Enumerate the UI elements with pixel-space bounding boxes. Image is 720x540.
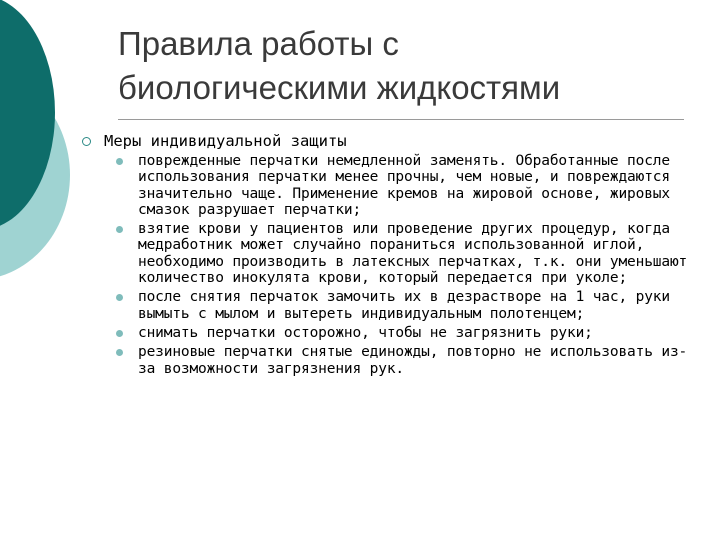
bullet-heading — [80, 132, 710, 150]
list-item-text: снимать перчатки осторожно, чтобы не загрязнить руки; — [138, 324, 593, 341]
section-heading: Меры индивидуальной защиты — [104, 132, 347, 150]
list-item — [80, 325, 710, 341]
list-item-text: взятие крови у пациентов или проведение других процедур, когда медработник может случайно пораниться использованной иглой, необходимо производить в латексных перчатках, т.к. они уменьшают количество инокулята крови, который передается при уколе; — [138, 221, 688, 287]
title-line-2: биологическими жидкостями — [118, 69, 561, 106]
sub-bullet-list — [80, 153, 710, 377]
ring-bullet-icon — [80, 132, 104, 150]
list-item-text: поврежденные перчатки немедленной заменять. Обработанные после использования перчатки менее прочны, чем новые, и повреждаются значительно чаще. Применение кремов на жировой основе, жировых смазок разрушает перчатки; — [138, 153, 670, 218]
list-item — [80, 289, 710, 322]
list-item — [80, 221, 710, 286]
list-item — [80, 153, 710, 218]
list-item-text: резиновые перчатки снятые единожды, повторно не использовать из-за возможности загрязнения рук. — [138, 344, 688, 377]
title-divider — [118, 119, 684, 120]
list-item — [80, 344, 710, 377]
title-line-1: Правила работы с — [118, 25, 399, 62]
list-item-text: после снятия перчаток замочить их в дезрастворе на 1 час, руки вымыть с мылом и вытереть индивидуальным полотенцем; — [138, 289, 670, 322]
slide-title — [118, 22, 698, 110]
slide-body — [80, 128, 710, 380]
